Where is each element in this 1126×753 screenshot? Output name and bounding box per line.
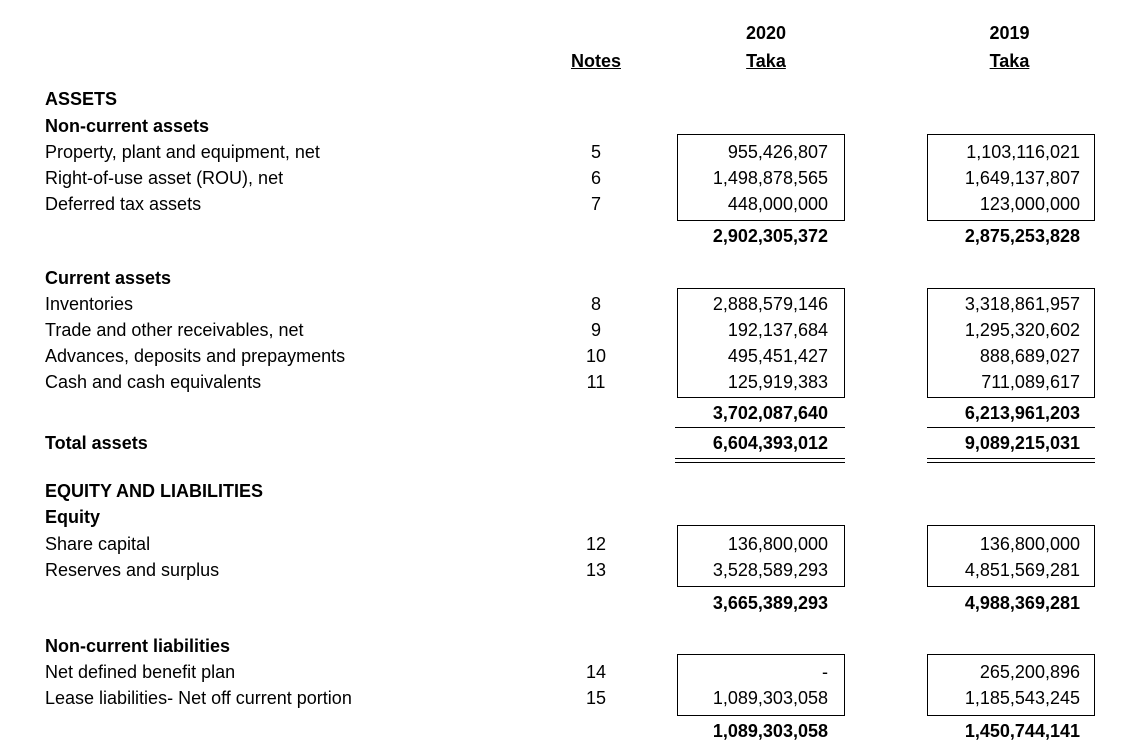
current-assets-total-2020: 3,702,087,640 (712, 403, 828, 423)
row-2019-inventories: 3,318,861,957 (964, 294, 1080, 314)
non-current-liabilities-total-2020: 1,089,303,058 (712, 721, 828, 741)
row-label-deferred-tax: Deferred tax assets (45, 194, 202, 214)
currency-2019-header: Taka (989, 51, 1030, 71)
row-2020-rou: 1,498,878,565 (712, 168, 828, 188)
row-note-rou: 6 (590, 168, 601, 188)
row-2019-rou: 1,649,137,807 (964, 168, 1080, 188)
row-note-advances: 10 (585, 346, 607, 366)
year-2019-header: 2019 (989, 23, 1030, 43)
year-2020-header: 2020 (745, 23, 787, 43)
row-2020-defined-benefit: - (822, 662, 828, 682)
row-label-reserves: Reserves and surplus (45, 560, 220, 580)
row-2019-reserves: 4,851,569,281 (964, 560, 1080, 580)
row-note-receivables: 9 (590, 320, 601, 340)
row-note-defined-benefit: 14 (585, 662, 607, 682)
current-assets-total-2019: 6,213,961,203 (964, 403, 1080, 423)
non-current-assets-total-2019: 2,875,253,828 (964, 226, 1080, 246)
equity-total-2019: 4,988,369,281 (964, 593, 1080, 613)
row-label-lease-liabilities: Lease liabilities- Net off current portion (45, 688, 352, 708)
row-2019-ppe: 1,103,116,021 (966, 142, 1080, 162)
row-2020-lease-liabilities: 1,089,303,058 (712, 688, 828, 708)
row-note-inventories: 8 (590, 294, 601, 314)
notes-header: Notes (570, 51, 621, 71)
row-2019-lease-liabilities: 1,185,543,245 (964, 688, 1080, 708)
total-assets-double-rule-a-2020 (675, 458, 845, 459)
assets-heading: ASSETS (45, 89, 118, 109)
row-2019-receivables: 1,295,320,602 (964, 320, 1080, 340)
row-2020-inventories: 2,888,579,146 (712, 294, 828, 314)
row-2020-receivables: 192,137,684 (727, 320, 828, 340)
row-label-inventories: Inventories (45, 294, 134, 314)
equity-liabilities-heading: EQUITY AND LIABILITIES (45, 481, 264, 501)
row-2019-defined-benefit: 265,200,896 (979, 662, 1080, 682)
row-note-deferred-tax: 7 (590, 194, 601, 214)
row-note-ppe: 5 (590, 142, 601, 162)
row-2020-advances: 495,451,427 (727, 346, 828, 366)
row-2019-advances: 888,689,027 (979, 346, 1080, 366)
total-assets-2019: 9,089,215,031 (964, 433, 1080, 453)
row-label-advances: Advances, deposits and prepayments (45, 346, 346, 366)
non-current-liabilities-heading: Non-current liabilities (45, 636, 231, 656)
row-note-cash: 11 (586, 372, 606, 392)
total-assets-double-rule-a-2019 (927, 458, 1095, 459)
non-current-assets-total-2020: 2,902,305,372 (712, 226, 828, 246)
row-2020-share-capital: 136,800,000 (727, 534, 828, 554)
row-note-lease-liabilities: 15 (585, 688, 607, 708)
row-2020-reserves: 3,528,589,293 (712, 560, 828, 580)
row-2019-share-capital: 136,800,000 (979, 534, 1080, 554)
row-note-share-capital: 12 (585, 534, 607, 554)
row-label-rou: Right-of-use asset (ROU), net (45, 168, 284, 188)
current-assets-heading: Current assets (45, 268, 172, 288)
row-note-reserves: 13 (585, 560, 607, 580)
row-label-share-capital: Share capital (45, 534, 151, 554)
row-2019-cash: 711,089,617 (981, 372, 1080, 392)
equity-heading: Equity (45, 507, 101, 527)
total-assets-2020: 6,604,393,012 (712, 433, 828, 453)
currency-2020-header: Taka (746, 51, 786, 71)
row-2020-ppe: 955,426,807 (727, 142, 828, 162)
row-label-receivables: Trade and other receivables, net (45, 320, 304, 340)
row-2019-deferred-tax: 123,000,000 (979, 194, 1080, 214)
total-assets-label: Total assets (45, 433, 148, 453)
row-label-defined-benefit: Net defined benefit plan (45, 662, 236, 682)
non-current-assets-heading: Non-current assets (45, 116, 210, 136)
total-assets-double-rule-b-2020 (675, 462, 845, 463)
total-assets-double-rule-b-2019 (927, 462, 1095, 463)
total-assets-top-rule-2020 (675, 427, 845, 428)
total-assets-top-rule-2019 (927, 427, 1095, 428)
equity-total-2020: 3,665,389,293 (712, 593, 828, 613)
row-2020-deferred-tax: 448,000,000 (727, 194, 828, 214)
row-label-cash: Cash and cash equivalents (45, 372, 262, 392)
row-2020-cash: 125,919,383 (727, 372, 828, 392)
non-current-liabilities-total-2019: 1,450,744,141 (964, 721, 1080, 741)
row-label-ppe: Property, plant and equipment, net (45, 142, 320, 162)
